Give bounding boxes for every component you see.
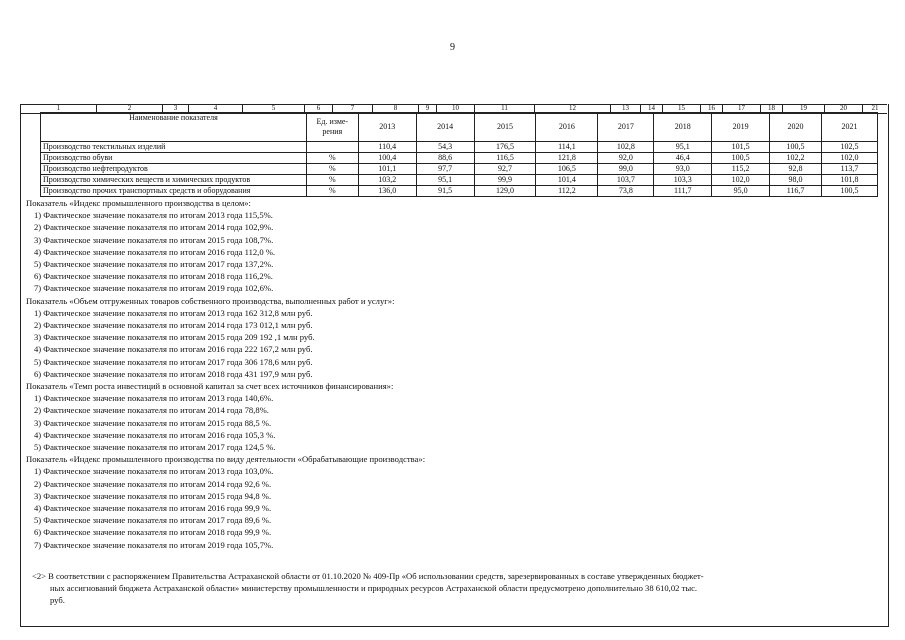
row-value: 102,0 bbox=[822, 153, 878, 164]
row-value: 102,2 bbox=[770, 153, 822, 164]
indicator-item: 4) Фактическое значение показателя по итогам 2016 года 222 167,2 млн руб. bbox=[34, 344, 313, 355]
indicator-item: 2) Фактическое значение показателя по итогам 2014 года 173 012,1 млн руб. bbox=[34, 320, 313, 331]
indicator-item: 7) Фактическое значение показателя по итогам 2019 года 102,6%. bbox=[34, 283, 274, 294]
row-value: 102,8 bbox=[598, 142, 654, 153]
row-value: 112,2 bbox=[536, 186, 598, 197]
header-year: 2014 bbox=[416, 113, 474, 142]
indicator-title: Показатель «Индекс промышленного производства в целом»: bbox=[26, 198, 251, 208]
column-number: 8 bbox=[372, 104, 418, 113]
row-value: 129,0 bbox=[474, 186, 536, 197]
header-indicator-name: Наименование показателя bbox=[41, 113, 307, 142]
row-value: 101,5 bbox=[712, 142, 770, 153]
column-number: 6 bbox=[304, 104, 332, 113]
table-row bbox=[41, 153, 878, 164]
indicator-item: 2) Фактическое значение показателя по итогам 2014 года 102,9%. bbox=[34, 222, 274, 233]
row-value: 100,5 bbox=[770, 142, 822, 153]
indicator-item: 5) Фактическое значение показателя по итогам 2017 года 124,5 %. bbox=[34, 442, 276, 453]
row-value: 97,7 bbox=[416, 164, 474, 175]
column-number: 20 bbox=[824, 104, 862, 113]
indicator-title: Показатель «Индекс промышленного производства по виду деятельности «Обрабатывающие производства»: bbox=[26, 454, 426, 465]
indicator-item: 4) Фактическое значение показателя по итогам 2016 года 105,3 %. bbox=[34, 429, 276, 440]
indicator-item: 3) Фактическое значение показателя по итогам 2015 года 94,8 %. bbox=[34, 490, 272, 501]
row-unit bbox=[306, 142, 358, 153]
row-value: 100,5 bbox=[712, 153, 770, 164]
row-value: 99,9 bbox=[474, 175, 536, 186]
row-value: 111,7 bbox=[654, 186, 712, 197]
header-year: 2015 bbox=[474, 113, 536, 142]
column-number: 5 bbox=[242, 104, 304, 113]
column-number: 7 bbox=[332, 104, 372, 113]
column-number: 1 bbox=[20, 104, 96, 113]
footnote-line: ных ассигнований бюджета Астраханской области» министерству промышленности и природных ресурсов Астраханской области предусмотрено дополнительно 38 610,02 тыс. bbox=[50, 583, 698, 593]
column-number: 18 bbox=[760, 104, 782, 113]
indicators-text bbox=[26, 197, 876, 551]
row-value: 95,1 bbox=[416, 175, 474, 186]
indicator-item: 6) Фактическое значение показателя по итогам 2018 года 99,9 %. bbox=[34, 527, 272, 538]
indicator-item: 1) Фактическое значение показателя по итогам 2013 года 140,6%. bbox=[34, 393, 274, 404]
row-value: 101,4 bbox=[536, 175, 598, 186]
row-value: 103,7 bbox=[598, 175, 654, 186]
row-value: 121,8 bbox=[536, 153, 598, 164]
row-value: 114,1 bbox=[536, 142, 598, 153]
header-year: 2020 bbox=[770, 113, 822, 142]
table-row bbox=[41, 142, 878, 153]
row-value: 46,4 bbox=[654, 153, 712, 164]
row-unit: % bbox=[306, 186, 358, 197]
header-unit: Ед. изме-рения bbox=[306, 113, 358, 142]
row-value: 88,6 bbox=[416, 153, 474, 164]
row-value: 54,3 bbox=[416, 142, 474, 153]
column-number: 9 bbox=[418, 104, 436, 113]
row-value: 100,5 bbox=[822, 186, 878, 197]
row-name: Производство химических веществ и химических продуктов bbox=[41, 175, 307, 186]
table-row bbox=[41, 186, 878, 197]
indicator-item: 1) Фактическое значение показателя по итогам 2013 года 115,5%. bbox=[34, 210, 273, 221]
row-unit: % bbox=[306, 175, 358, 186]
row-name: Производство текстильных изделий bbox=[41, 142, 307, 153]
row-value: 92,7 bbox=[474, 164, 536, 175]
indicator-item: 1) Фактическое значение показателя по итогам 2013 года 162 312,8 млн руб. bbox=[34, 307, 313, 318]
row-unit: % bbox=[306, 164, 358, 175]
footnote bbox=[32, 570, 862, 606]
row-value: 73,8 bbox=[598, 186, 654, 197]
table-row bbox=[41, 164, 878, 175]
row-value: 176,5 bbox=[474, 142, 536, 153]
indicator-table bbox=[40, 112, 878, 197]
indicator-item: 2) Фактическое значение показателя по итогам 2014 года 92,6 %. bbox=[34, 478, 272, 489]
table-header-row bbox=[41, 113, 878, 142]
header-year: 2017 bbox=[598, 113, 654, 142]
column-number: 11 bbox=[474, 104, 534, 113]
header-year: 2013 bbox=[358, 113, 416, 142]
indicator-title: Показатель «Темп роста инвестиций в основной капитал за счет всех источников финансирования»: bbox=[26, 381, 394, 392]
row-value: 110,4 bbox=[358, 142, 416, 153]
column-number: 13 bbox=[610, 104, 640, 113]
page-number: 9 bbox=[450, 42, 455, 53]
row-value: 100,4 bbox=[358, 153, 416, 164]
column-number: 19 bbox=[782, 104, 824, 113]
indicator-item: 5) Фактическое значение показателя по итогам 2017 года 89,6 %. bbox=[34, 515, 272, 526]
row-value: 102,5 bbox=[822, 142, 878, 153]
footnote-line: <2> В соответствии с распоряжением Правительства Астраханской области от 01.10.2020 № 409-Пр «Об использовании средств, зарезервированных в составе утвержденных бюджет- bbox=[32, 571, 704, 581]
indicator-item: 6) Фактическое значение показателя по итогам 2018 года 431 197,9 млн руб. bbox=[34, 368, 313, 379]
indicator-item: 3) Фактическое значение показателя по итогам 2015 года 108,7%. bbox=[34, 234, 274, 245]
column-number: 3 bbox=[162, 104, 188, 113]
row-value: 102,0 bbox=[712, 175, 770, 186]
footnote-line: руб. bbox=[50, 595, 65, 605]
header-year: 2021 bbox=[822, 113, 878, 142]
indicator-item: 6) Фактическое значение показателя по итогам 2018 года 116,2%. bbox=[34, 271, 273, 282]
row-value: 92,8 bbox=[770, 164, 822, 175]
indicator-item: 5) Фактическое значение показателя по итогам 2017 года 306 178,6 млн руб. bbox=[34, 356, 313, 367]
row-value: 95,0 bbox=[712, 186, 770, 197]
header-year: 2016 bbox=[536, 113, 598, 142]
row-name: Производство прочих транспортных средств и оборудования bbox=[41, 186, 307, 197]
indicator-item: 3) Фактическое значение показателя по итогам 2015 года 209 192 ,1 млн руб. bbox=[34, 332, 315, 343]
column-number: 17 bbox=[722, 104, 760, 113]
table-row bbox=[41, 175, 878, 186]
row-name: Производство нефтепродуктов bbox=[41, 164, 307, 175]
column-number: 21 bbox=[862, 104, 887, 113]
row-value: 103,3 bbox=[654, 175, 712, 186]
row-value: 116,7 bbox=[770, 186, 822, 197]
column-number: 15 bbox=[662, 104, 700, 113]
column-number: 2 bbox=[96, 104, 162, 113]
column-number: 14 bbox=[640, 104, 662, 113]
row-value: 113,7 bbox=[822, 164, 878, 175]
indicator-title: Показатель «Объем отгруженных товаров собственного производства, выполненных работ и услуг»: bbox=[26, 295, 395, 306]
header-year: 2018 bbox=[654, 113, 712, 142]
row-value: 115,2 bbox=[712, 164, 770, 175]
indicator-item: 4) Фактическое значение показателя по итогам 2016 года 99,9 %. bbox=[34, 503, 272, 514]
indicator-item: 7) Фактическое значение показателя по итогам 2019 года 105,7%. bbox=[34, 539, 274, 550]
column-number: 4 bbox=[188, 104, 242, 113]
row-value: 98,0 bbox=[770, 175, 822, 186]
column-number: 12 bbox=[534, 104, 610, 113]
row-value: 93,0 bbox=[654, 164, 712, 175]
row-value: 99,0 bbox=[598, 164, 654, 175]
row-value: 103,2 bbox=[358, 175, 416, 186]
column-number: 16 bbox=[700, 104, 722, 113]
row-value: 106,5 bbox=[536, 164, 598, 175]
row-value: 116,5 bbox=[474, 153, 536, 164]
row-name: Производство обуви bbox=[41, 153, 307, 164]
column-number: 10 bbox=[436, 104, 474, 113]
row-value: 136,0 bbox=[358, 186, 416, 197]
row-unit: % bbox=[306, 153, 358, 164]
indicator-item: 1) Фактическое значение показателя по итогам 2013 года 103,0%. bbox=[34, 466, 274, 477]
indicator-item: 5) Фактическое значение показателя по итогам 2017 года 137,2%. bbox=[34, 259, 274, 270]
row-value: 101,8 bbox=[822, 175, 878, 186]
row-value: 91,5 bbox=[416, 186, 474, 197]
indicator-item: 2) Фактическое значение показателя по итогам 2014 года 78,8%. bbox=[34, 405, 269, 416]
header-year: 2019 bbox=[712, 113, 770, 142]
indicator-item: 4) Фактическое значение показателя по итогам 2016 года 112,0 %. bbox=[34, 246, 276, 257]
indicator-item: 3) Фактическое значение показателя по итогам 2015 года 88,5 %. bbox=[34, 417, 272, 428]
row-value: 95,1 bbox=[654, 142, 712, 153]
row-value: 101,1 bbox=[358, 164, 416, 175]
row-value: 92,0 bbox=[598, 153, 654, 164]
